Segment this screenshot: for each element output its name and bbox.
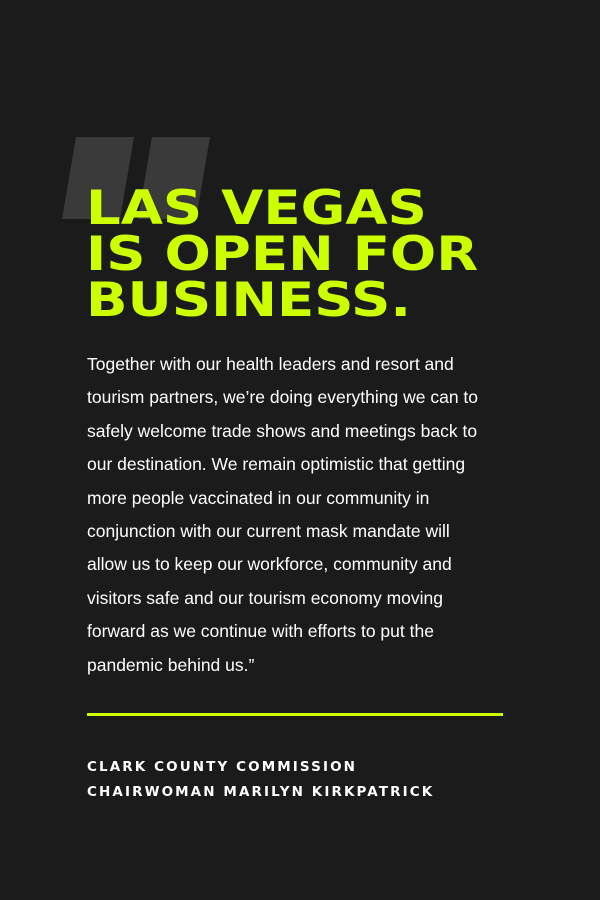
quote-line-2: tourism partners, we’re doing everything we can to bbox=[87, 387, 479, 408]
attribution-line-1: CLARK COUNTY COMMISSION bbox=[87, 759, 358, 775]
attribution bbox=[87, 755, 434, 805]
quote-line-5: more people vaccinated in our community in bbox=[87, 487, 430, 508]
quote-line-9: forward as we continue with efforts to put the bbox=[87, 621, 434, 642]
headline-line-1: LAS VEGAS bbox=[86, 181, 427, 236]
quote-line-3: safely welcome trade shows and meetings back to bbox=[87, 420, 478, 441]
quote-line-8: visitors safe and our tourism economy moving bbox=[87, 587, 443, 608]
accent-divider bbox=[87, 713, 503, 716]
headline bbox=[86, 181, 479, 328]
attribution-line-2: CHAIRWOMAN MARILYN KIRKPATRICK bbox=[87, 784, 435, 800]
quote-line-6: conjunction with our current mask mandate will bbox=[87, 521, 450, 542]
quote-body bbox=[87, 348, 537, 682]
quote-line-7: allow us to keep our workforce, community and bbox=[87, 554, 452, 575]
quote-line-4: our destination. We remain optimistic that getting bbox=[87, 454, 466, 475]
headline-line-3: BUSINESS. bbox=[86, 273, 412, 328]
headline-line-2: IS OPEN FOR bbox=[86, 227, 479, 282]
quote-line-10: pandemic behind us.” bbox=[87, 654, 255, 675]
quote-line-1: Together with our health leaders and resort and bbox=[87, 354, 454, 374]
